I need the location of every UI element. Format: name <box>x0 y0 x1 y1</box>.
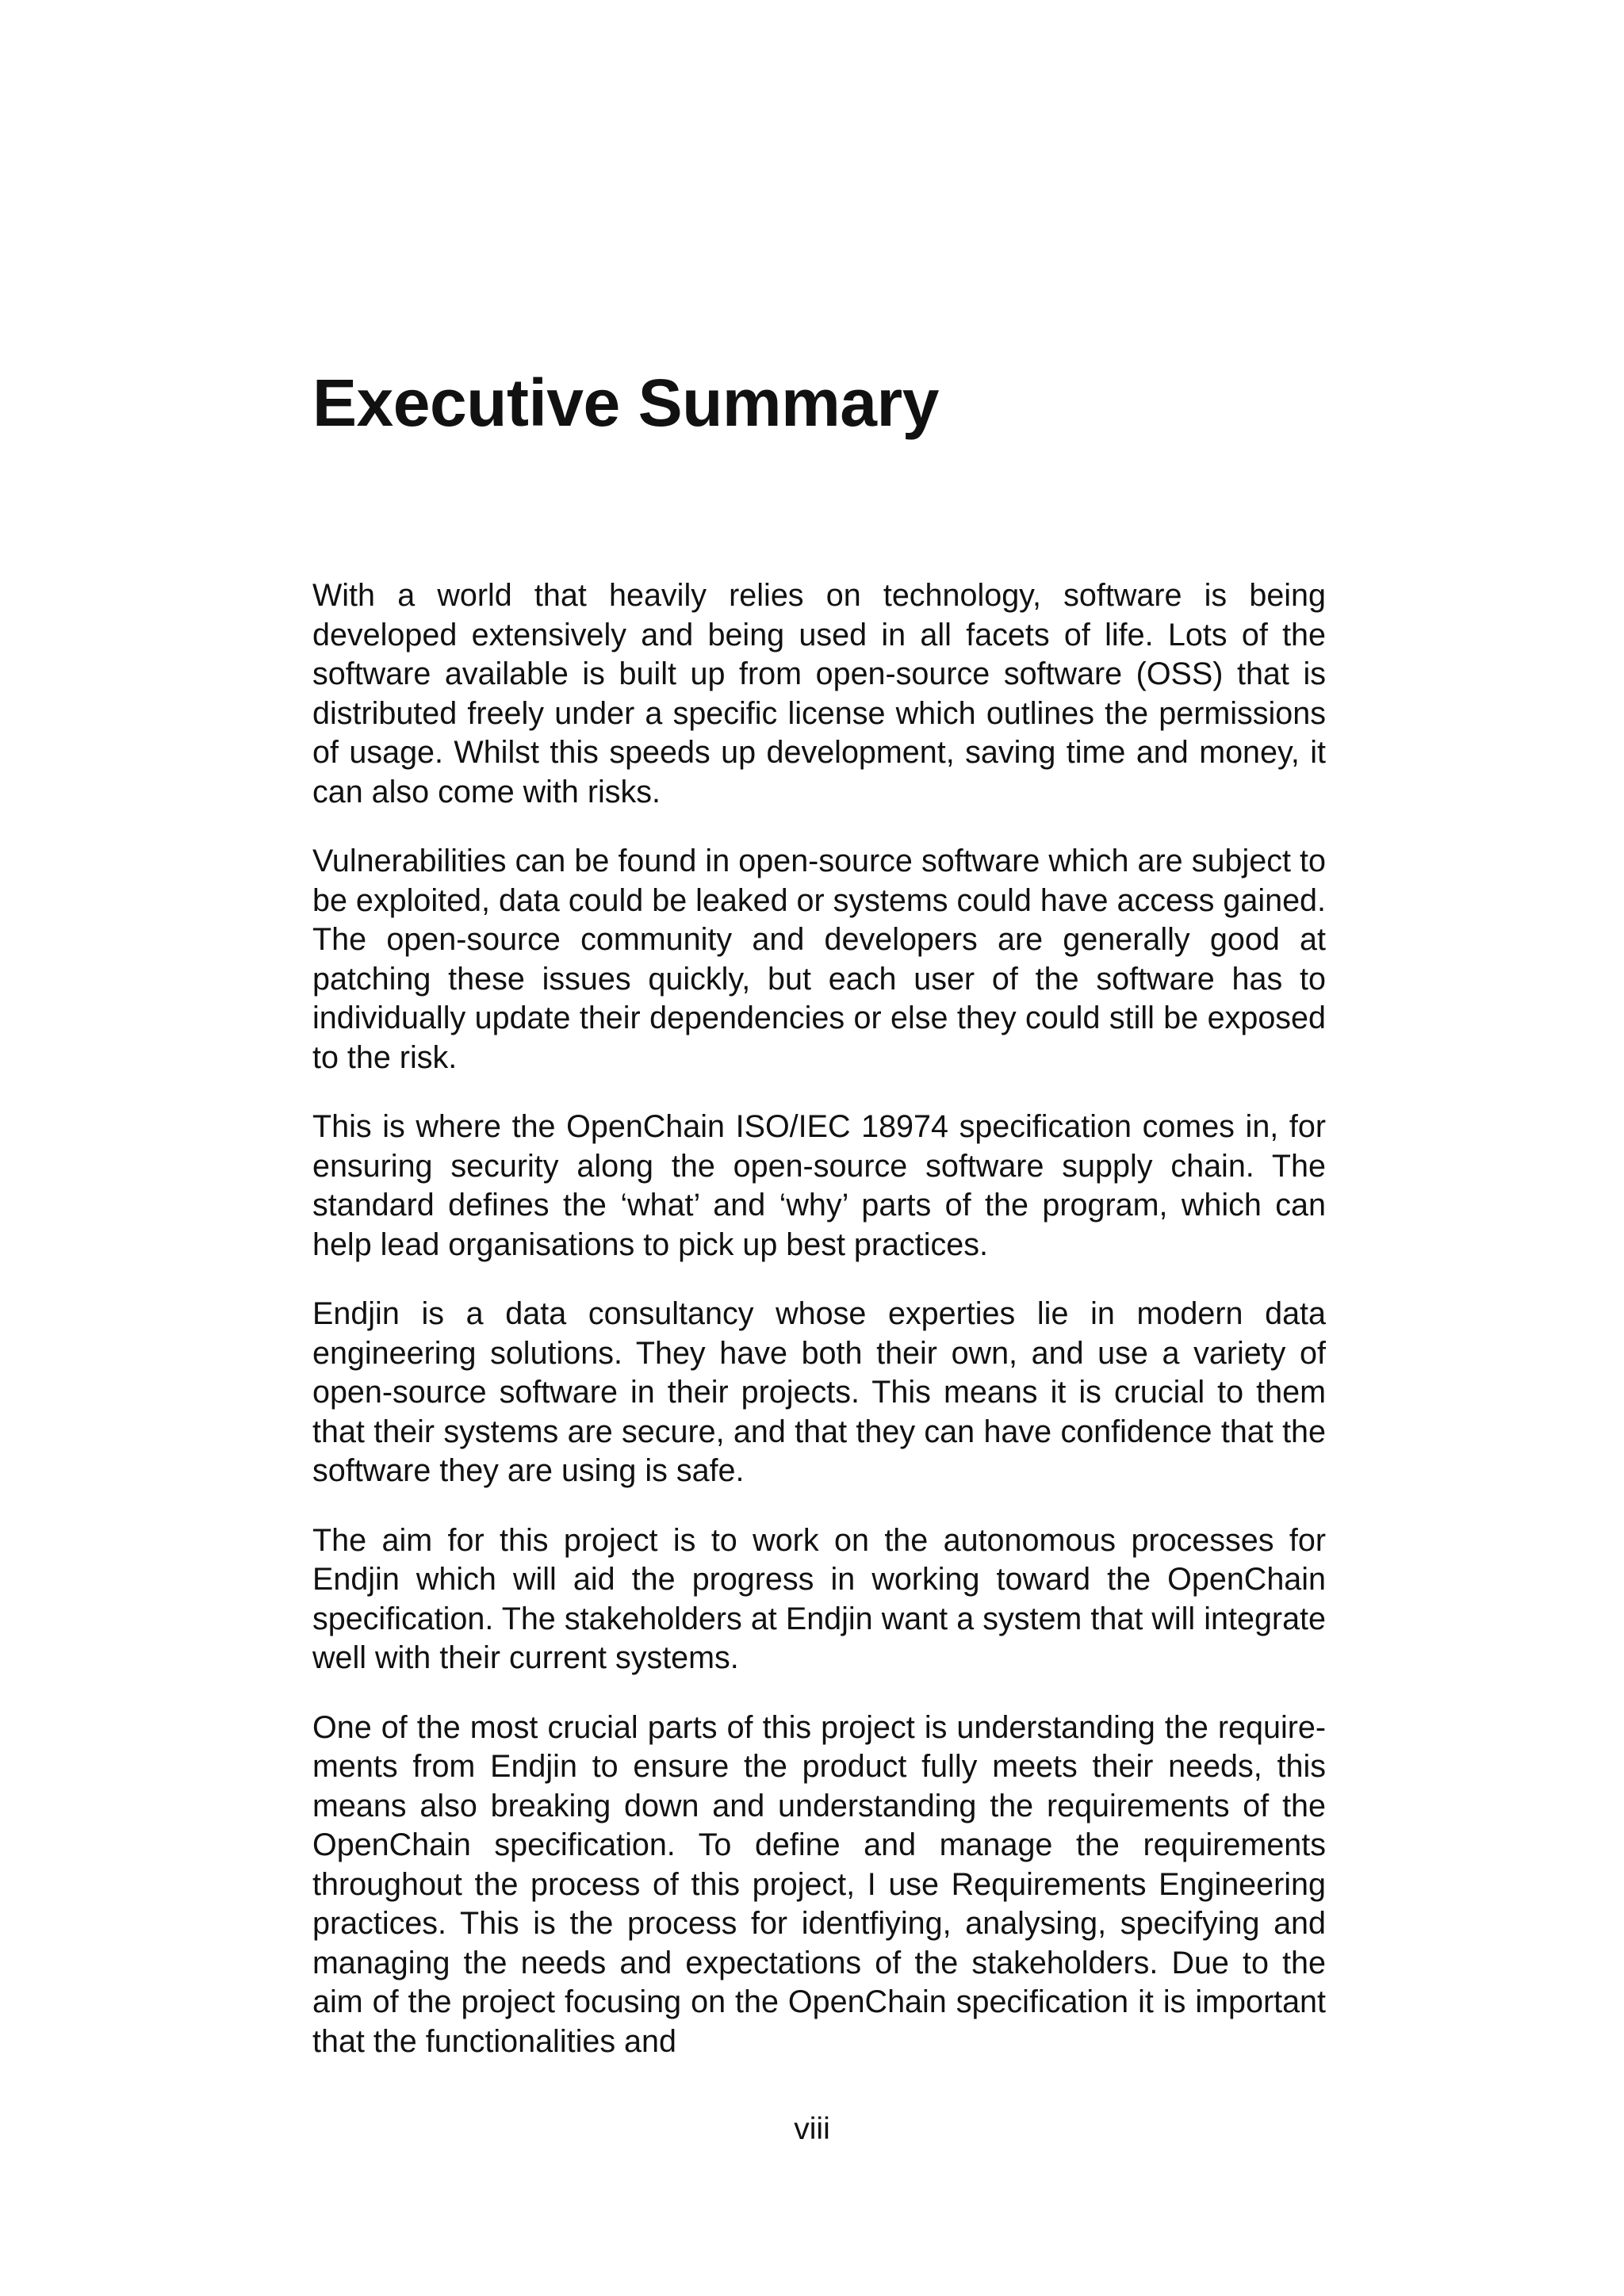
page-number: viii <box>794 2112 830 2146</box>
paragraph-6: One of the most crucial parts of this project is understanding the requirements from Endjin to ensure the product fully meets their needs, this means also breaking down and understanding the requirements of the OpenChain specification. To define and manage the requirements throughout the process of this project, I use Requirements Engineering practices. This is the process for identfiying, analysing, specifying and managing the needs and expectations of the stakeholders. Due to the aim of the project focusing on the OpenChain specification it is important that the functionalities and <box>312 1709 1326 2059</box>
paragraph-5: The aim for this project is to work on the autonomous processes for Endjin which will aid the progress in working toward the OpenChain specification. The stakeholders at Endjin want a system that will integrate well with their current systems. <box>312 1522 1326 1675</box>
paragraph-1: With a world that heavily relies on technology, software is being developed extensively and being used in all facets of life. Lots of the software available is built up from open-source software (OSS) that is distributed freely under a specific license which outlines the permissions of usage. Whilst this speeds up development, saving time and money, it can also come with risks. <box>312 578 1326 809</box>
body-text <box>312 576 1326 2091</box>
paragraph-4: Endjin is a data consultancy whose experties lie in modern data engineering solutions. They have both their own, and use a variety of open-source software in their projects. This means it is crucial to them that their systems are secure, and that they can have confidence that the software they are using is safe. <box>312 1296 1326 1488</box>
paragraph-2: Vulnerabilities can be found in open-source software which are subject to be exploited, data could be leaked or systems could have access gained. The open-source community and developers are generally good at patching these issues quickly, but each user of the software has to individually update their dependencies or else they could still be exposed to the risk. <box>312 844 1326 1075</box>
paragraph-3: This is where the OpenChain ISO/IEC 18974 specification comes in, for ensuring security along the open-source software supply chain. The standard defines the ‘what’ and ‘why’ parts of the program, which can help lead organisations to pick up best practices. <box>312 1109 1326 1262</box>
page-title: Executive Summary <box>312 365 939 440</box>
